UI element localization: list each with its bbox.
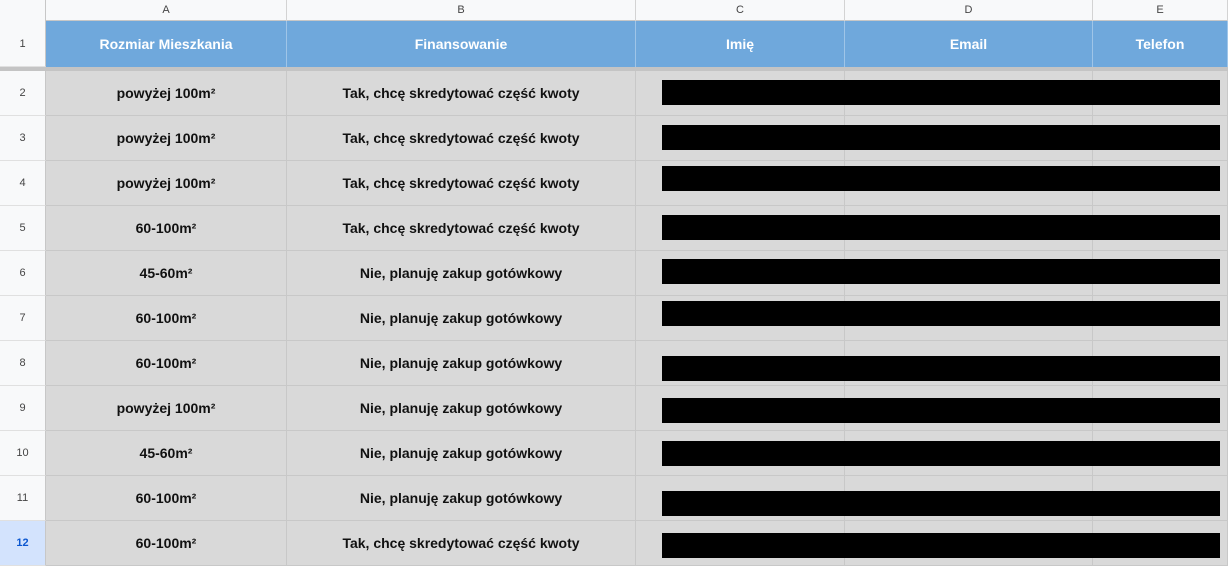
redaction-bar (662, 215, 1220, 240)
row-number[interactable]: 11 (0, 476, 46, 521)
cell-rozmiar-mieszkania[interactable]: powyżej 100m² (46, 386, 287, 431)
row-number[interactable]: 10 (0, 431, 46, 476)
header-row (0, 21, 1228, 67)
row-number[interactable]: 8 (0, 341, 46, 386)
row-number[interactable]: 1 (0, 21, 46, 67)
cell-rozmiar-mieszkania[interactable]: powyżej 100m² (46, 161, 287, 206)
header-cell-email[interactable]: Email (845, 21, 1093, 67)
redaction-bar (662, 166, 1220, 191)
cell-finansowanie[interactable]: Nie, planuję zakup gotówkowy (287, 476, 636, 521)
redaction-bar (662, 301, 1220, 326)
cell-finansowanie[interactable]: Nie, planuję zakup gotówkowy (287, 386, 636, 431)
redaction-bar (662, 259, 1220, 284)
cell-rozmiar-mieszkania[interactable]: 60-100m² (46, 521, 287, 566)
row-number[interactable]: 3 (0, 116, 46, 161)
column-header-e[interactable]: E (1093, 0, 1228, 21)
row-number[interactable]: 6 (0, 251, 46, 296)
cell-rozmiar-mieszkania[interactable]: 60-100m² (46, 341, 287, 386)
cell-rozmiar-mieszkania[interactable]: 45-60m² (46, 251, 287, 296)
column-header-d[interactable]: D (845, 0, 1093, 21)
column-header-b[interactable]: B (287, 0, 636, 21)
cell-rozmiar-mieszkania[interactable]: powyżej 100m² (46, 116, 287, 161)
row-number[interactable]: 9 (0, 386, 46, 431)
select-all-corner[interactable] (0, 0, 46, 21)
cell-finansowanie[interactable]: Tak, chcę skredytować część kwoty (287, 206, 636, 251)
cell-finansowanie[interactable]: Nie, planuję zakup gotówkowy (287, 431, 636, 476)
redaction-bar (662, 441, 1220, 466)
column-header-bar (0, 0, 1228, 21)
redaction-bar (662, 125, 1220, 150)
cell-finansowanie[interactable]: Tak, chcę skredytować część kwoty (287, 521, 636, 566)
row-number[interactable]: 7 (0, 296, 46, 341)
cell-finansowanie[interactable]: Tak, chcę skredytować część kwoty (287, 116, 636, 161)
row-number[interactable]: 5 (0, 206, 46, 251)
cell-rozmiar-mieszkania[interactable]: 60-100m² (46, 296, 287, 341)
redaction-bar (662, 356, 1220, 381)
redaction-bar (662, 533, 1220, 558)
cell-rozmiar-mieszkania[interactable]: powyżej 100m² (46, 71, 287, 116)
header-cell-finansowanie[interactable]: Finansowanie (287, 21, 636, 67)
row-number[interactable]: 12 (0, 521, 46, 566)
redaction-bar (662, 398, 1220, 423)
header-cell-telefon[interactable]: Telefon (1093, 21, 1228, 67)
cell-finansowanie[interactable]: Tak, chcę skredytować część kwoty (287, 71, 636, 116)
header-cell-rozmiar[interactable]: Rozmiar Mieszkania (46, 21, 287, 67)
cell-finansowanie[interactable]: Nie, planuję zakup gotówkowy (287, 341, 636, 386)
redaction-bar (662, 80, 1220, 105)
cell-rozmiar-mieszkania[interactable]: 60-100m² (46, 206, 287, 251)
column-header-c[interactable]: C (636, 0, 845, 21)
cell-rozmiar-mieszkania[interactable]: 60-100m² (46, 476, 287, 521)
cell-finansowanie[interactable]: Tak, chcę skredytować część kwoty (287, 161, 636, 206)
column-header-a[interactable]: A (46, 0, 287, 21)
cell-rozmiar-mieszkania[interactable]: 45-60m² (46, 431, 287, 476)
row-number[interactable]: 4 (0, 161, 46, 206)
cell-finansowanie[interactable]: Nie, planuję zakup gotówkowy (287, 251, 636, 296)
cell-finansowanie[interactable]: Nie, planuję zakup gotówkowy (287, 296, 636, 341)
redaction-bar (662, 491, 1220, 516)
row-number[interactable]: 2 (0, 71, 46, 116)
header-cell-imie[interactable]: Imię (636, 21, 845, 67)
